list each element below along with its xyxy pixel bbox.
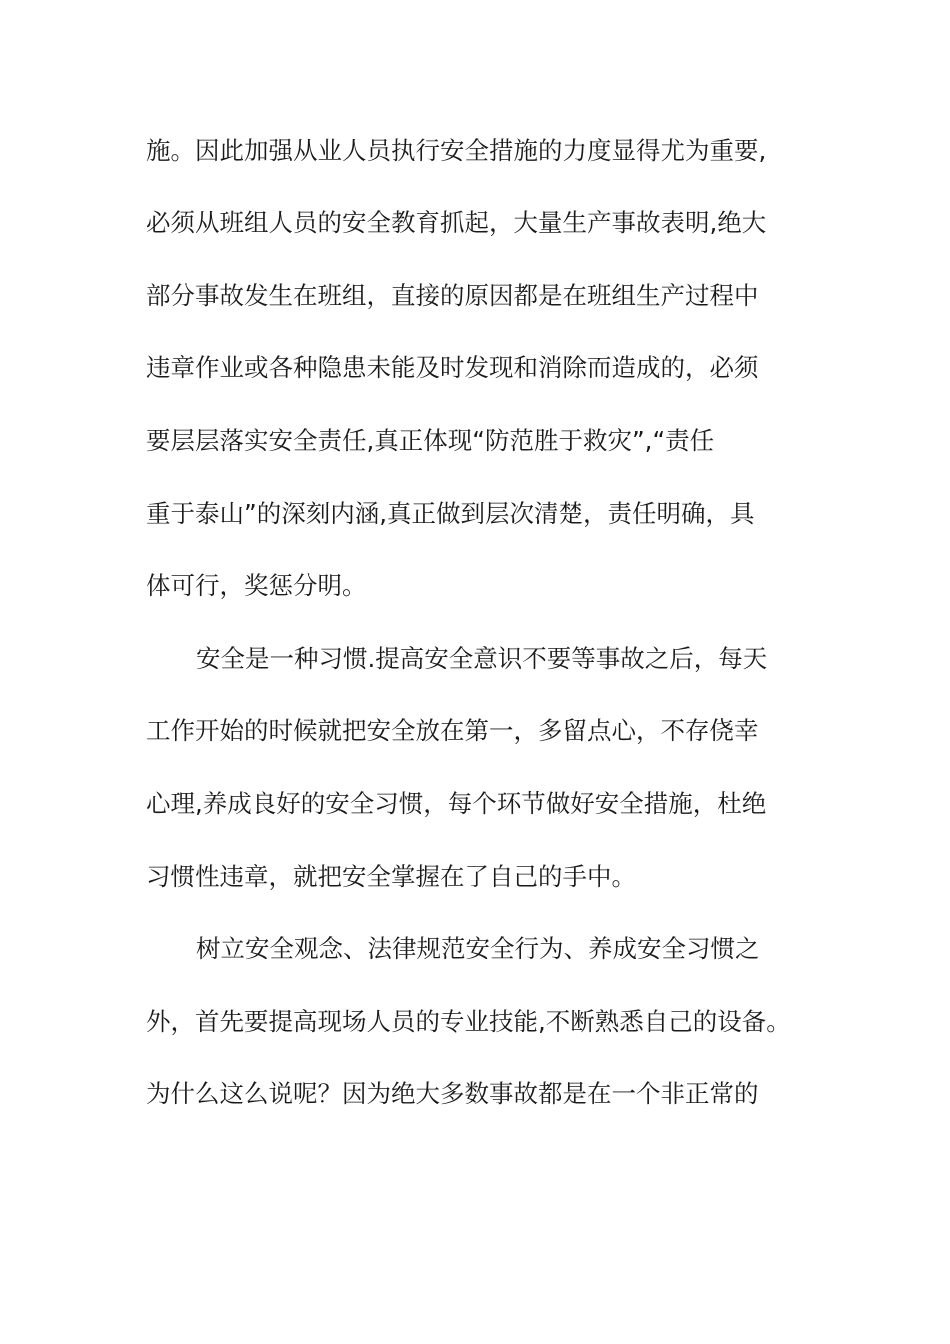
paragraph-1-line-7: 体可行，奖惩分明。 (146, 571, 367, 600)
paragraph-1-line-4: 违章作业或各种隐患未能及时发现和消除而造成的，必须 (146, 353, 759, 382)
paragraph-2-line-3: 心理,养成良好的安全习惯，每个环节做好安全措施，杜绝 (146, 789, 767, 818)
paragraph-1-line-3: 部分事故发生在班组，直接的原因都是在班组生产过程中 (146, 281, 759, 310)
paragraph-3-line-2: 外，首先要提高现场人员的专业技能,不断熟悉自己的设备。 (146, 1007, 791, 1036)
paragraph-1-line-2: 必须从班组人员的安全教育抓起，大量生产事故表明,绝大 (146, 208, 767, 237)
paragraph-2-line-2: 工作开始的时候就把安全放在第一，多留点心，不存侥幸 (146, 716, 759, 745)
paragraph-1-line-5: 要层层落实安全责任,真正体现“防范胜于救灾”,“责任 (146, 426, 715, 455)
paragraph-3-line-3: 为什么这么说呢？因为绝大多数事故都是在一个非正常的 (146, 1079, 759, 1108)
paragraph-1-line-6: 重于泰山”的深刻内涵,真正做到层次清楚，责任明确，具 (146, 499, 755, 528)
paragraph-3-line-1: 树立安全观念、法律规范安全行为、养成安全习惯之 (196, 934, 760, 963)
paragraph-2-line-4: 习惯性违章，就把安全掌握在了自己的手中。 (146, 862, 636, 891)
paragraph-1-line-1: 施。因此加强从业人员执行安全措施的力度显得尤为重要, (146, 136, 767, 165)
paragraph-2-line-1: 安全是一种习惯.提高安全意识不要等事故之后，每天 (196, 644, 768, 673)
